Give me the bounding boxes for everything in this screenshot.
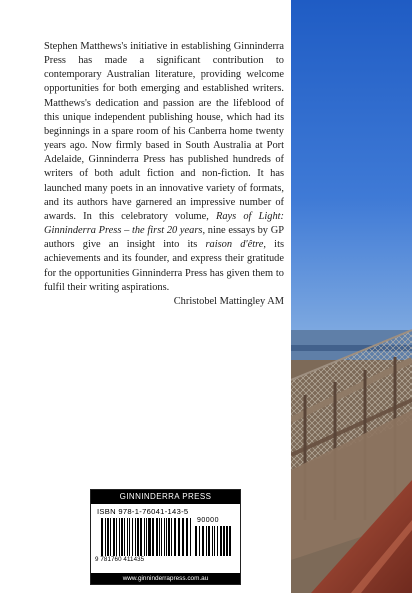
barcode-bar (208, 526, 210, 556)
barcode-bar (166, 518, 167, 556)
barcode-bar (206, 526, 207, 556)
isbn-text: ISBN 978-1-76041-143-5 (97, 507, 189, 516)
barcode-bar (144, 518, 145, 556)
barcode-bar (152, 518, 154, 556)
barcode-bar (129, 518, 130, 556)
signature: Christobel Mattingley AM (173, 295, 284, 307)
barcode-bar (229, 526, 231, 556)
barcode-bar (121, 518, 123, 556)
barcode-bar (148, 518, 151, 556)
barcode-bar (156, 518, 158, 556)
addon-barcode-bars (195, 526, 233, 556)
blurb-text-3: , its achievements and its founder, and express their gratitude for the opportunities Ginninderra Press has given them to fulfil their writing aspirations. (44, 239, 284, 293)
barcode-bar (127, 518, 128, 556)
book-title: Rays of Light: Ginninderra Press – the first 20 years (44, 210, 284, 237)
cover-photo (291, 0, 412, 593)
barcode-bar (168, 518, 170, 556)
barcode-bar (113, 518, 115, 556)
barcode-bar (178, 518, 180, 556)
barcode-bar (161, 518, 162, 556)
barcode-bar (110, 518, 111, 556)
raison-detre: raison d'être (205, 239, 264, 251)
blurb-text-1: Stephen Matthews's initiative in establishing Ginninderra Press has made a significant contribution to contemporary Australian literature, providing welcome opportunities for both emerging and established writers. Matthews's dedication and passion are the lifeblood of this unique independent publishing house, which had its beginnings in a spare room of his Canberra home twenty years ago. Now firmly based in South Australia at Port Adelaide, Ginninderra Press has published hundreds of writers of both adult fiction and non-fiction. It has launched many poets in an innovative variety of formats, and its authors have garnered an impressive number of awards. In this celebratory volume, (44, 41, 284, 222)
barcode-bar (116, 518, 117, 556)
barcode-bar (146, 518, 147, 556)
barcode-bar (171, 518, 172, 556)
blurb-paragraph (44, 40, 284, 295)
barcode-bar (137, 518, 139, 556)
harbour-fence-image (291, 0, 412, 593)
barcode-bar (195, 526, 197, 556)
barcode-box (90, 489, 241, 585)
barcode-digits: 9 781760 411435 (95, 556, 145, 563)
barcode-bar (107, 518, 109, 556)
barcode-bar (226, 526, 228, 556)
barcode-bar (217, 526, 218, 556)
barcode-bar (140, 518, 142, 556)
website-url: www.ginninderrapress.com.au (91, 573, 240, 584)
barcode-bar (135, 518, 136, 556)
barcode-bar (119, 518, 120, 556)
blurb-text-2: , nine essays by GP authors give an insight into its (44, 225, 284, 251)
barcode-bar (182, 518, 184, 556)
barcode-bar (159, 518, 160, 556)
barcode-bar (124, 518, 125, 556)
barcode-bar (164, 518, 165, 556)
barcode-bar (174, 518, 176, 556)
barcode-bar (132, 518, 133, 556)
barcode-bar (190, 518, 191, 556)
barcode-bar (202, 526, 204, 556)
barcode-bar (186, 518, 188, 556)
publisher-name: GINNINDERRA PRESS (91, 490, 240, 504)
barcode-bar (101, 518, 103, 556)
barcode-bars (101, 518, 193, 556)
barcode-bar (220, 526, 222, 556)
barcode-bar (223, 526, 225, 556)
barcode-bar (214, 526, 215, 556)
addon-number: 90000 (197, 517, 219, 524)
blurb-text (44, 40, 284, 309)
barcode-bar (105, 518, 106, 556)
barcode-bar (212, 526, 213, 556)
barcode-bar (199, 526, 200, 556)
